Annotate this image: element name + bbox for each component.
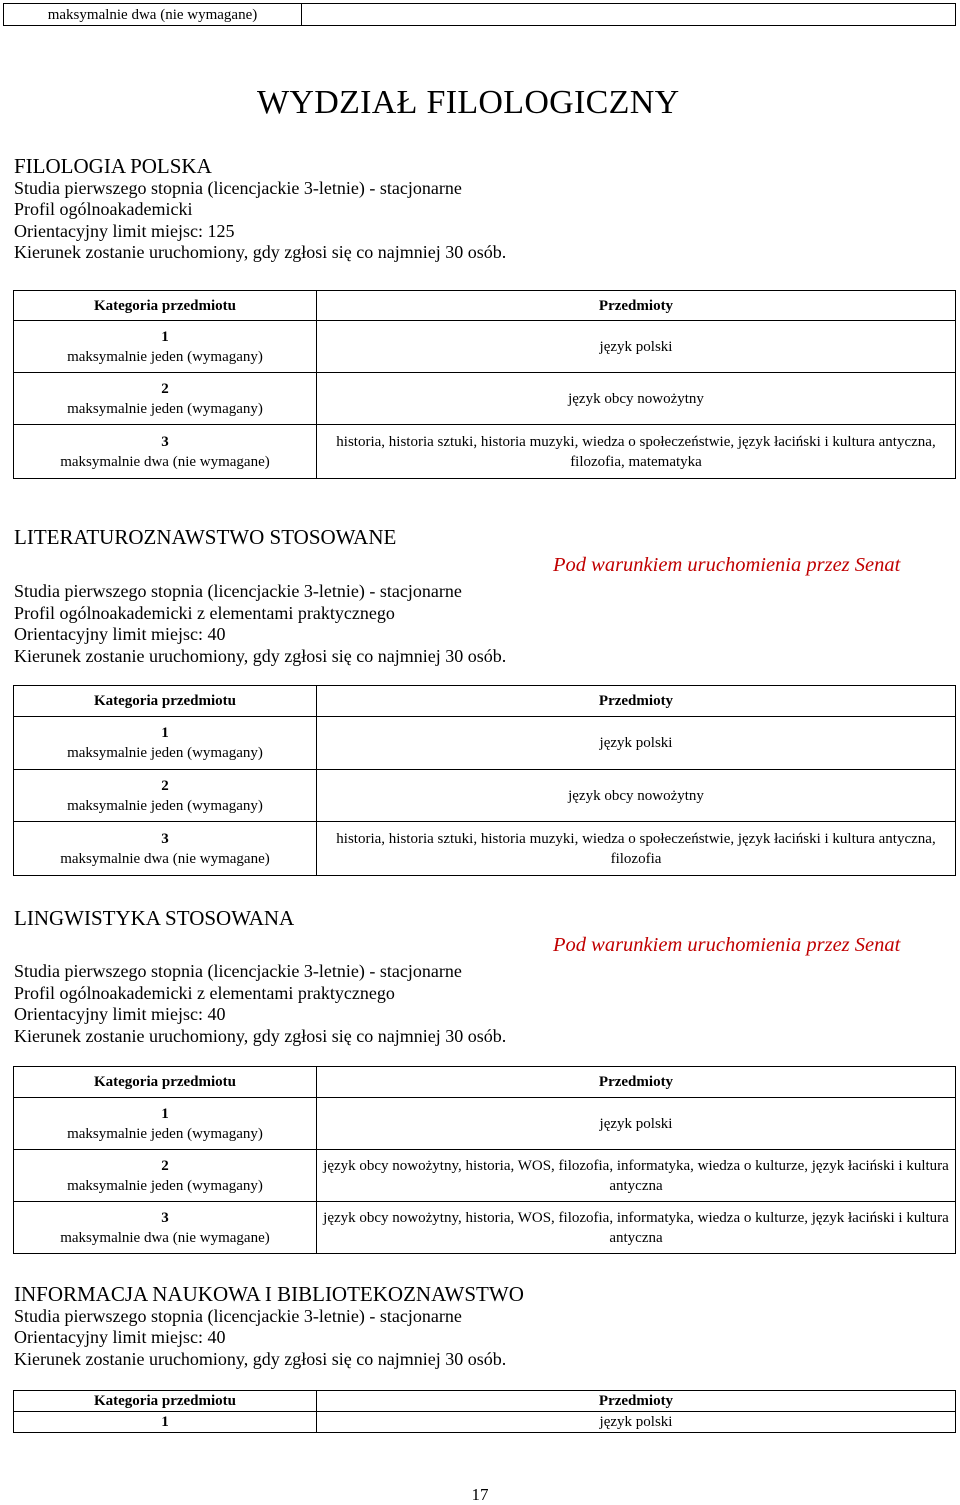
limit: Orientacyjny limit miejsc: 40: [14, 1004, 226, 1024]
subjects-table: [13, 290, 956, 479]
subjects-cell: język obcy nowożytny, historia, WOS, filozofia, informatyka, wiedza o kulturze, język łaciński i kultura antyczna: [317, 1150, 956, 1202]
continuation-table: [3, 3, 956, 26]
subjects-cell: język polski: [317, 321, 956, 373]
section-info-lingwistyka: [14, 961, 506, 1047]
category-cell: 3 maksymalnie dwa (nie wymagane): [14, 822, 317, 876]
category-cell: 2 maksymalnie jeden (wymagany): [14, 373, 317, 425]
profile: Profil ogólnoakademicki z elementami praktycznego: [14, 602, 395, 623]
launch-condition: Kierunek zostanie uruchomiony, gdy zgłosi się co najmniej 30 osób.: [14, 242, 507, 262]
section-title: LINGWISTYKA STOSOWANA: [14, 906, 295, 930]
subjects-cell: historia, historia sztuki, historia muzyki, wiedza o społeczeństwie, język łaciński i kultura antyczna, filozofia: [317, 822, 956, 876]
launch-condition: Kierunek zostanie uruchomiony, gdy zgłosi się co najmniej 30 osób.: [14, 645, 507, 666]
category-cell: 1 maksymalnie jeden (wymagany): [14, 1098, 317, 1150]
limit: Orientacyjny limit miejsc: 40: [14, 1327, 226, 1347]
category-cell: 2 maksymalnie jeden (wymagany): [14, 1150, 317, 1202]
page-number: 17: [471, 1485, 489, 1504]
subjects-cell: historia, historia sztuki, historia muzyki, wiedza o społeczeństwie, język łaciński i kultura antyczna, filozofia, matematyka: [317, 425, 956, 479]
header-subjects: Przedmioty: [317, 1067, 956, 1098]
subjects-cell: język obcy nowożytny, historia, WOS, filozofia, informatyka, wiedza o kulturze, język łaciński i kultura antyczna: [317, 1202, 956, 1254]
study-type: Studia pierwszego stopnia (licencjackie 3-letnie) - stacjonarne: [14, 581, 462, 601]
senat-note: Pod warunkiem uruchomienia przez Senat: [553, 554, 901, 576]
profile: Profil ogólnoakademicki z elementami praktycznego: [14, 982, 395, 1003]
header-subjects: Przedmioty: [317, 291, 956, 321]
faculty-title: WYDZIAŁ FILOLOGICZNY: [257, 84, 680, 121]
study-type: Studia pierwszego stopnia (licencjackie 3-letnie) - stacjonarne: [14, 961, 462, 981]
subjects-table: [13, 1390, 956, 1433]
category-cell: 2 maksymalnie jeden (wymagany): [14, 770, 317, 822]
header-subjects: Przedmioty: [317, 1391, 956, 1412]
continuation-cell-empty: [302, 4, 956, 26]
section-title: FILOLOGIA POLSKA: [14, 154, 212, 178]
category-cell: 1: [14, 1412, 317, 1433]
category-cell: 1 maksymalnie jeden (wymagany): [14, 321, 317, 373]
study-type: Studia pierwszego stopnia (licencjackie 3-letnie) - stacjonarne: [14, 177, 462, 198]
category-cell: 3 maksymalnie dwa (nie wymagane): [14, 425, 317, 479]
category-cell: 3 maksymalnie dwa (nie wymagane): [14, 1202, 317, 1254]
profile: Profil ogólnoakademicki: [14, 199, 193, 219]
subjects-table: [13, 1066, 956, 1254]
header-subjects: Przedmioty: [317, 686, 956, 717]
header-category: Kategoria przedmiotu: [14, 1391, 317, 1412]
section-title: INFORMACJA NAUKOWA I BIBLIOTEKOZNAWSTWO: [14, 1282, 524, 1306]
section-title: LITERATUROZNAWSTWO STOSOWANE: [14, 525, 397, 549]
category-cell: 1 maksymalnie jeden (wymagany): [14, 717, 317, 770]
header-category: Kategoria przedmiotu: [14, 291, 317, 321]
continuation-cell: maksymalnie dwa (nie wymagane): [4, 4, 302, 26]
section-info-literaturoznawstwo: [14, 581, 506, 667]
launch-condition: Kierunek zostanie uruchomiony, gdy zgłosi się co najmniej 30 osób.: [14, 1025, 507, 1046]
launch-condition: Kierunek zostanie uruchomiony, gdy zgłosi się co najmniej 30 osób.: [14, 1348, 507, 1369]
subjects-cell: język obcy nowożytny: [317, 770, 956, 822]
subjects-cell: język polski: [317, 1098, 956, 1150]
limit: Orientacyjny limit miejsc: 125: [14, 220, 235, 241]
limit: Orientacyjny limit miejsc: 40: [14, 624, 226, 644]
subjects-cell: język polski: [317, 717, 956, 770]
subjects-table: [13, 685, 956, 876]
section-info-informacja-naukowa: [14, 1284, 524, 1370]
header-category: Kategoria przedmiotu: [14, 1067, 317, 1098]
header-category: Kategoria przedmiotu: [14, 686, 317, 717]
subjects-cell: język obcy nowożytny: [317, 373, 956, 425]
senat-note: Pod warunkiem uruchomienia przez Senat: [553, 934, 901, 956]
section-info-filologia-polska: [14, 156, 506, 264]
subjects-cell: język polski: [317, 1412, 956, 1433]
study-type: Studia pierwszego stopnia (licencjackie 3-letnie) - stacjonarne: [14, 1305, 462, 1326]
